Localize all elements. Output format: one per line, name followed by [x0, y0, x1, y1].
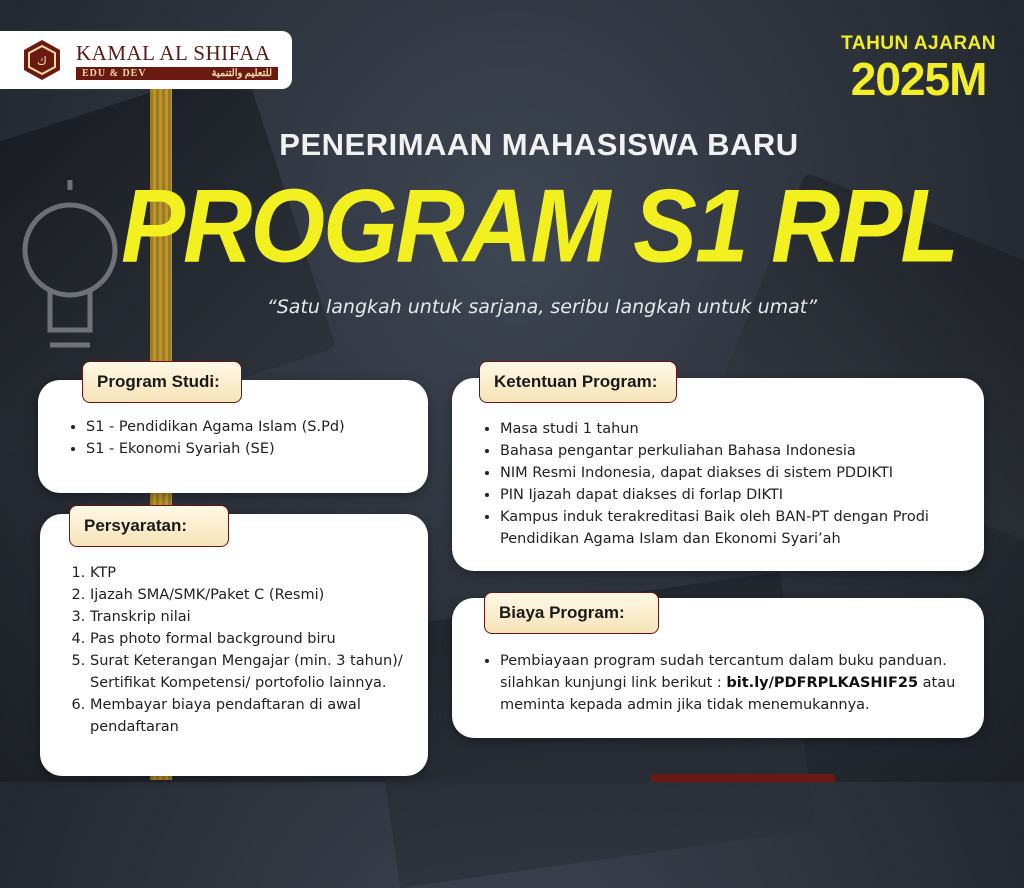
logo-emblem-icon	[20, 38, 64, 82]
headline: PROGRAM S1 RPL	[120, 168, 958, 285]
persyaratan-card	[40, 514, 428, 776]
list-item: 3. Transkrip nilai	[90, 606, 428, 628]
list-item: 2. Ijazah SMA/SMK/Paket C (Resmi)	[90, 584, 428, 606]
persyaratan-heading: Persyaratan:	[69, 505, 229, 547]
academic-year	[841, 33, 996, 103]
pdf-link[interactable]: bit.ly/PDFRPLKASHIF25	[726, 675, 919, 691]
svg-text:ك: ك	[37, 54, 47, 68]
subheading: PENERIMAAN MAHASISWA BARU	[279, 127, 799, 162]
biaya-heading: Biaya Program:	[484, 592, 659, 634]
list-item: • Bahasa pengantar perkuliahan Bahasa Indonesia	[500, 440, 970, 462]
logo-subtitle	[76, 67, 278, 80]
list-item: • PIN Ijazah dapat diakses di forlap DIKTI	[500, 484, 970, 506]
logo-sub-arabic: للتعليم والتنمية	[211, 67, 272, 79]
ketentuan-card	[452, 378, 984, 571]
list-item	[500, 650, 970, 716]
program-studi-heading: Program Studi:	[82, 361, 242, 403]
list-item: 1. KTP	[90, 562, 428, 584]
list-item: • Masa studi 1 tahun	[500, 418, 970, 440]
year-label: TAHUN AJARAN	[841, 33, 996, 54]
year-value: 2025M	[850, 53, 987, 105]
logo-sub-latin: EDU & DEV	[82, 67, 147, 79]
bottom-accent-bar	[651, 774, 835, 782]
ketentuan-heading: Ketentuan Program:	[479, 361, 677, 403]
list-item: • S1 - Pendidikan Agama Islam (S.Pd)	[86, 416, 428, 438]
brand-logo	[0, 31, 292, 89]
logo-title: KAMAL AL SHIFAA	[76, 40, 271, 65]
biaya-text-after: atau meminta kepada admin jika tidak menemukannya.	[500, 675, 956, 713]
tagline: “Satu langkah untuk sarjana, seribu langkah untuk umat”	[266, 296, 818, 318]
persyaratan-list	[40, 514, 428, 738]
list-item: 6. Membayar biaya pendaftaran di awal pendaftaran	[90, 694, 428, 738]
list-item: • Kampus induk terakreditasi Baik oleh BAN-PT dengan Prodi Pendidikan Agama Islam dan Ekonomi Syari’ah	[500, 506, 970, 550]
list-item: • S1 - Ekonomi Syariah (SE)	[86, 438, 428, 460]
list-item: • NIM Resmi Indonesia, dapat diakses di sistem PDDIKTI	[500, 462, 970, 484]
biaya-text-before: Pembiayaan program sudah tercantum dalam buku panduan. silahkan kunjungi link berikut :	[500, 653, 947, 691]
list-item: 4. Pas photo formal background biru	[90, 628, 428, 650]
ketentuan-list	[452, 378, 984, 550]
list-item: 5. Surat Keterangan Mengajar (min. 3 tahun)/ Sertifikat Kompetensi/ portofolio lainnya.	[90, 650, 428, 694]
